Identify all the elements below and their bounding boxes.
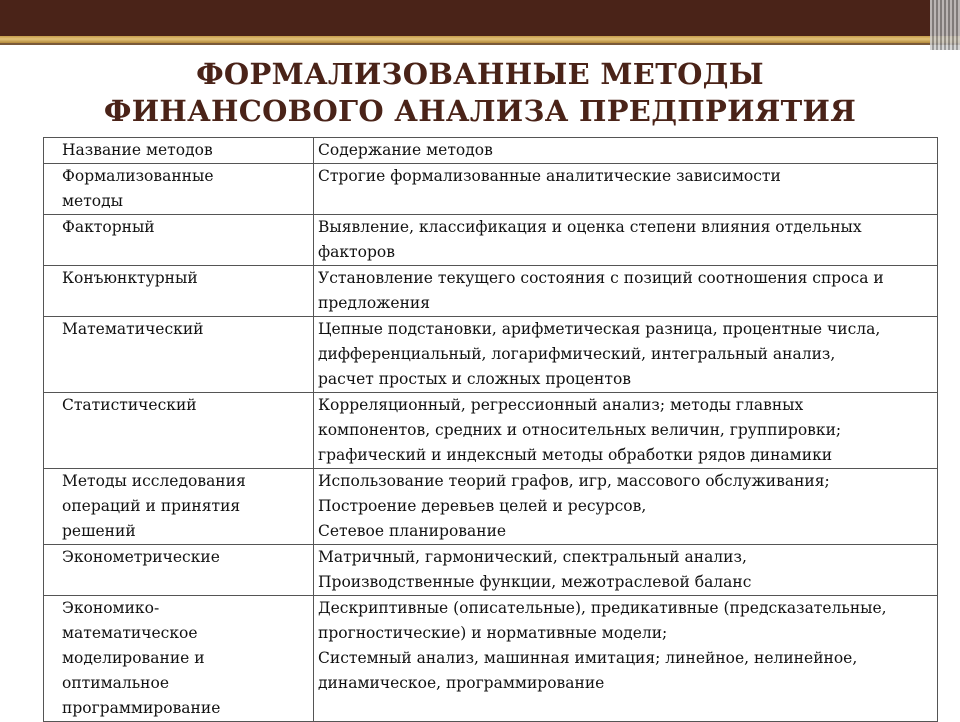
methods-table (43, 137, 938, 722)
header-cell-method-name: Название методов (44, 138, 314, 164)
table-row (44, 596, 938, 722)
method-name-cell: Эконометрические (44, 545, 314, 596)
method-name-cell: Факторный (44, 215, 314, 266)
method-content-cell: Использование теорий графов, игр, массового обслуживания; Построение деревьев целей и ресурсов, Сетевое планирование (314, 469, 938, 545)
table-row (44, 215, 938, 266)
accent-stripe (0, 36, 960, 43)
method-content-cell: Выявление, классификация и оценка степени влияния отдельных факторов (314, 215, 938, 266)
slide-title (0, 56, 960, 130)
method-name-cell: Конъюнктурный (44, 266, 314, 317)
method-content-cell: Корреляционный, регрессионный анализ; методы главных компонентов, средних и относительных величин, группировки; графический и индексный методы обработки рядов динамики (314, 393, 938, 469)
method-content-cell: Строгие формализованные аналитические зависимости (314, 164, 938, 215)
table-row (44, 164, 938, 215)
method-name-cell: Статистический (44, 393, 314, 469)
accent-stripe-shadow (0, 43, 960, 45)
method-name-cell: Методы исследования операций и принятия решений (44, 469, 314, 545)
table-row (44, 469, 938, 545)
header-cell-method-content: Содержание методов (314, 138, 938, 164)
method-content-cell: Дескриптивные (описательные), предикативные (предсказательные, прогностические) и нормативные модели; Системный анализ, машинная имитация; линейное, нелинейное, динамическое, программирование (314, 596, 938, 722)
decorative-stripes (930, 0, 960, 50)
header-band (0, 0, 960, 36)
method-name-cell: Формализованные методы (44, 164, 314, 215)
slide-title-line-1: ФОРМАЛИЗОВАННЫЕ МЕТОДЫ (196, 57, 764, 91)
table-header-row (44, 138, 938, 164)
method-content-cell: Матричный, гармонический, спектральный анализ, Производственные функции, межотраслевой баланс (314, 545, 938, 596)
table-row (44, 393, 938, 469)
method-name-cell: Математический (44, 317, 314, 393)
method-content-cell: Цепные подстановки, арифметическая разница, процентные числа, дифференциальный, логарифмический, интегральный анализ, расчет простых и сложных процентов (314, 317, 938, 393)
method-name-cell: Экономико- математическое моделирование и оптимальное программирование (44, 596, 314, 722)
table-row (44, 317, 938, 393)
table-row (44, 266, 938, 317)
method-content-cell: Установление текущего состояния с позиций соотношения спроса и предложения (314, 266, 938, 317)
table-row (44, 545, 938, 596)
slide-title-line-2: ФИНАНСОВОГО АНАЛИЗА ПРЕДПРИЯТИЯ (103, 94, 857, 128)
